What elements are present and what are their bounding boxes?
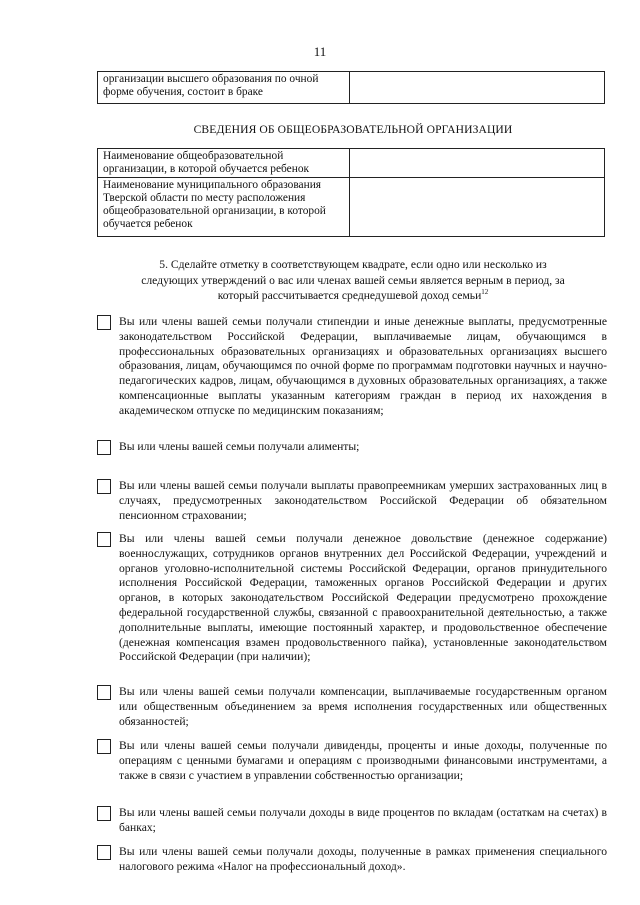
income-option-allowance <box>97 532 607 665</box>
option-text: Вы или члены вашей семьи получали выплаты правопреемникам умерших застрахованных лиц в случаях, предусмотренных законодательством Российской Федерации об обязательном пенсионном страховании; <box>119 479 607 522</box>
option-text: Вы или члены вашей семьи получали денежное довольствие (денежное содержание) военнослужащих, сотрудников органов внутренних дел Российской Федерации, учреждений и органов уголовно-исполнительной системы Российской Федерации, органов принудительного исполнения Российской Федерации, таможенных органов Российской Федерации и других органов, в которых законодательством Российской Федерации предусмотрено прохождение федеральной государственной службы, связанной с правоохранительной деятельностью, а также дополнительные выплаты, имеющие постоянный характер, и продовольственное обеспечение (денежная компенсация взамен продовольственного пайка), установленные законодательством Российской Федерации (при наличии); <box>119 532 607 664</box>
municipality-field[interactable] <box>350 178 605 237</box>
footnote-marker: 12 <box>481 288 489 297</box>
checkbox-pension-successors[interactable] <box>97 479 111 494</box>
school-name-label: Наименование общеобразовательной организации, в которой обучается ребенок <box>98 149 350 178</box>
option-text: Вы или члены вашей семьи получали доходы в виде процентов по вкладам (остаткам на счетах) в банках; <box>119 806 607 834</box>
section-heading: СВЕДЕНИЯ ОБ ОБЩЕОБРАЗОВАТЕЛЬНОЙ ОРГАНИЗАЦИИ <box>193 123 513 136</box>
checkbox-alimony[interactable] <box>97 440 111 455</box>
checkbox-self-employed[interactable] <box>97 845 111 860</box>
checkbox-deposit-interest[interactable] <box>97 806 111 821</box>
checkbox-compensation[interactable] <box>97 685 111 700</box>
instruction-text: 5. Сделайте отметку в соответствующем квадрате, если одно или несколько из следующих утверждений о вас или членах вашей семьи является верным в период, за который рассчитывается среднедушевой доход семьи <box>141 258 565 302</box>
table-row <box>98 72 605 104</box>
income-option-compensation <box>97 685 607 729</box>
table-row <box>98 149 605 178</box>
option-text: Вы или члены вашей семьи получали компенсации, выплачиваемые государственным органом или общественным объединением за время исполнения государственных или общественных обязанностей; <box>119 685 607 728</box>
income-option-alimony <box>97 440 607 455</box>
option-text: Вы или члены вашей семьи получали алименты; <box>119 440 360 453</box>
page-number: 11 <box>313 44 327 59</box>
row-value-field[interactable] <box>350 72 605 104</box>
school-info-table <box>97 148 605 237</box>
income-option-dividends <box>97 739 607 783</box>
income-option-self-employed <box>97 845 607 875</box>
marital-status-table <box>97 71 605 104</box>
checkbox-dividends[interactable] <box>97 739 111 754</box>
checkbox-stipends[interactable] <box>97 315 111 330</box>
income-option-deposit-interest <box>97 806 607 836</box>
option-text: Вы или члены вашей семьи получали дивиденды, проценты и иные доходы, полученные по операциям с ценными бумагами и операциям с производными финансовыми инструментами, а также в связи с участием в управлении собственностью организации; <box>119 739 607 782</box>
table-row <box>98 178 605 237</box>
income-option-stipends <box>97 315 607 419</box>
option-text: Вы или члены вашей семьи получали доходы, полученные в рамках применения специального налогового режима «Налог на профессиональный доход». <box>119 845 607 873</box>
municipality-label: Наименование муниципального образования Тверской области по месту расположения общеобразовательной организации, в которой обучается ребенок <box>98 178 350 237</box>
income-option-pension-successors <box>97 479 607 523</box>
instruction-paragraph <box>130 257 576 304</box>
option-text: Вы или члены вашей семьи получали стипендии и иные денежные выплаты, предусмотренные законодательством Российской Федерации, выплачиваемые лицам, обучающимся в профессиональных образовательных организациях и образовательных организациях высшего образования, лицам, обучающимся по очной форме по программам подготовки научных и научно-педагогических кадров, лицам, обучающимся в духовных образовательных организациях, а также компенсационные выплаты указанным категориям граждан в период их нахождения в академическом отпуске по медицинским показаниям; <box>119 315 607 417</box>
row-label: организации высшего образования по очной форме обучения, состоит в браке <box>98 72 350 104</box>
checkbox-allowance[interactable] <box>97 532 111 547</box>
school-name-field[interactable] <box>350 149 605 178</box>
